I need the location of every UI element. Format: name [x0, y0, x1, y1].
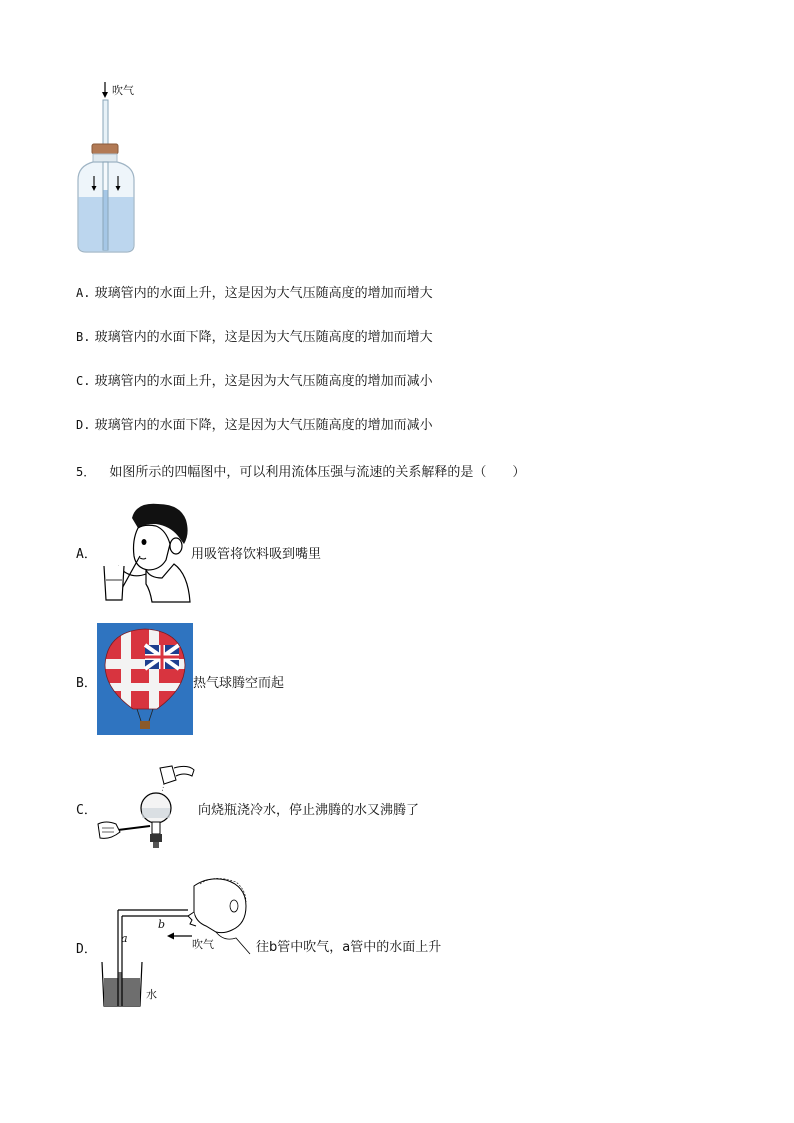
blow-label: 吹气: [192, 938, 214, 951]
option-text: 玻璃管内的水面上升，这是因为大气压随高度的增加而增大: [94, 286, 433, 301]
boy-straw-figure: [100, 500, 192, 603]
q4-option-c: [76, 373, 433, 390]
q5-option-a-letter: A．: [76, 547, 97, 562]
option-letter: A.: [76, 286, 91, 300]
option-letter: B.: [76, 330, 91, 344]
flask-figure: [96, 762, 198, 852]
water-label: 水: [146, 988, 157, 1001]
bottle-figure: [76, 80, 216, 255]
q5-option-d-letter: D．: [76, 942, 97, 957]
option-text: 玻璃管内的水面下降，这是因为大气压随高度的增加而减小: [94, 418, 433, 433]
blowing-tube-figure: [96, 876, 256, 1011]
option-text: 玻璃管内的水面下降，这是因为大气压随高度的增加而增大: [94, 330, 433, 345]
bottle-illustration: [76, 80, 216, 255]
q5-option-c-text: 向烧瓶浇冷水，停止沸腾的水又沸腾了: [198, 803, 420, 818]
option-text: 玻璃管内的水面上升，这是因为大气压随高度的增加而减小: [94, 374, 433, 389]
blow-label: 吹气: [112, 84, 134, 97]
blowing-tube-illustration: [96, 876, 256, 1011]
q5-option-a-text: 用吸管将饮料吸到嘴里: [191, 547, 322, 562]
hot-air-balloon-illustration: [97, 623, 193, 735]
question-stem: 如图所示的四幅图中，可以利用流体压强与流速的关系解释的是（ ）: [109, 465, 526, 480]
q5-option-b-letter: B．: [76, 676, 97, 691]
q5-option-b-text: 热气球腾空而起: [193, 676, 285, 691]
tube-a-label: a: [121, 932, 128, 945]
boy-straw-illustration: [100, 500, 192, 603]
q5-option-c-letter: C．: [76, 803, 97, 818]
option-letter: D.: [76, 418, 91, 432]
tube-b-label: b: [158, 918, 166, 931]
q4-option-a: [76, 285, 433, 302]
q4-option-b: [76, 329, 433, 346]
flask-illustration: [96, 762, 198, 852]
question-number: 5．: [76, 465, 96, 479]
q5-option-d-text: 往b管中吹气，a管中的水面上升: [256, 940, 442, 955]
question-5: [76, 461, 525, 480]
option-letter: C.: [76, 374, 91, 388]
q4-option-d: [76, 417, 433, 434]
hot-air-balloon-figure: [97, 623, 193, 735]
